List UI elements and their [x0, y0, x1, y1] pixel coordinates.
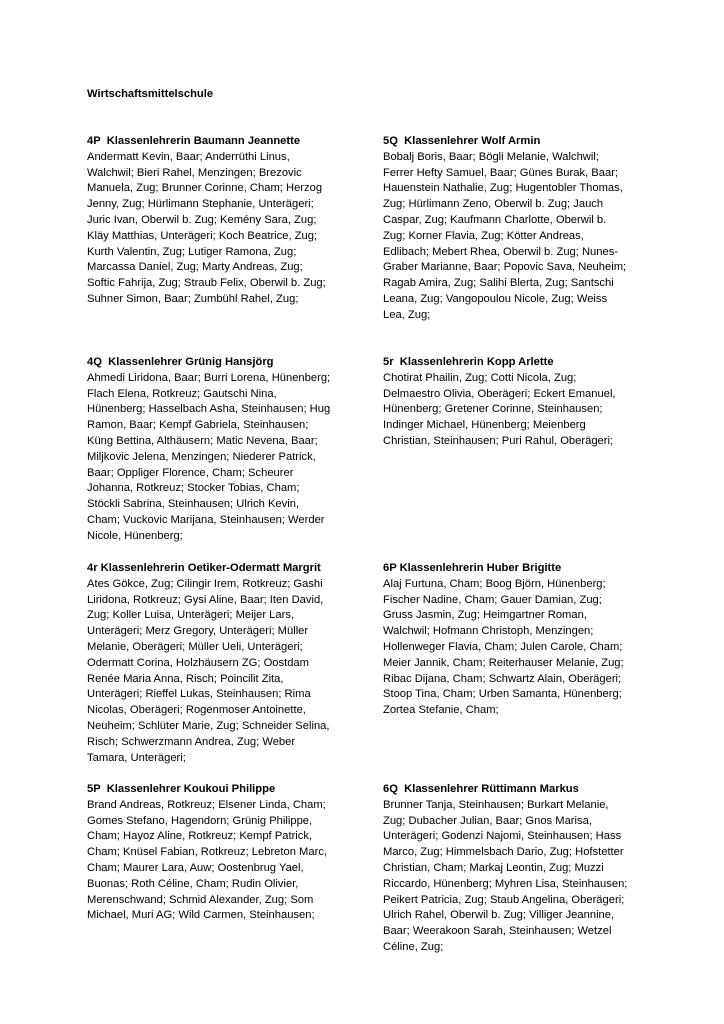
student-line: Liridona, Rotkreuz; Gysi Aline, Baar; Iten David,	[87, 593, 324, 606]
student-line: Merenschwand; Schmid Alexander, Zug; Som	[87, 893, 314, 906]
student-list	[383, 798, 641, 956]
student-line: Marco, Zug; Himmelsbach Dario, Zug; Hofstetter	[383, 846, 624, 859]
class-heading: 6P Klassenlehrerin Huber Brigitte	[383, 562, 562, 574]
student-line: Küng Bettina, Althäusern; Matic Nevena, Baar;	[87, 434, 318, 447]
student-line: Kläy Matthias, Unterägeri; Koch Beatrice, Zug;	[87, 229, 318, 242]
student-line: Neuheim; Schlüter Marie, Zug; Schneider Selina,	[87, 719, 330, 732]
student-line: Zug; Dubacher Julian, Baar; Gnos Marisa,	[383, 814, 592, 827]
student-line: Ferrer Hefty Samuel, Baar; Günes Burak, Baar;	[383, 166, 619, 179]
student-line: Caspar, Zug; Kaufmann Charlotte, Oberwil b.	[383, 213, 607, 226]
class-block-5r	[383, 355, 641, 450]
student-list	[87, 798, 345, 924]
student-list	[383, 150, 641, 324]
student-line: Risch; Schwerzmann Andrea, Zug; Weber	[87, 735, 296, 748]
student-line: Kurth Valentin, Zug; Lutiger Ramona, Zug;	[87, 245, 297, 258]
class-block-4q	[87, 355, 345, 545]
student-line: Walchwil; Bieri Rahel, Menzingen; Brezovic	[87, 166, 302, 179]
student-line: Baar; Weerakoon Sarah, Steinhausen; Wetzel	[383, 925, 612, 938]
class-block-6p	[383, 561, 641, 719]
class-heading: 4P Klassenlehrerin Baumann Jeannette	[87, 135, 301, 147]
student-line: Fischer Nadine, Cham; Gauer Damian, Zug;	[383, 593, 602, 606]
class-block-5q	[383, 134, 641, 324]
class-block-6q	[383, 782, 641, 956]
student-list	[383, 371, 641, 450]
student-line: Chotirat Phailin, Zug; Cotti Nicola, Zug;	[383, 371, 577, 384]
student-line: Bobalj Boris, Baar; Bögli Melanie, Walchwil;	[383, 150, 599, 163]
class-block-5p	[87, 782, 345, 924]
student-list	[383, 577, 641, 719]
student-line: Leana, Zug; Vangopoulou Nicole, Zug; Weiss	[383, 292, 608, 305]
student-line: Peikert Patricia, Zug; Staub Angelina, Oberägeri;	[383, 893, 625, 906]
class-block-4p	[87, 134, 345, 308]
student-line: Suhner Simon, Baar; Zumbühl Rahel, Zug;	[87, 292, 299, 305]
student-line: Brunner Tanja, Steinhausen; Burkart Melanie,	[383, 798, 609, 811]
page-title: Wirtschaftsmittelschule	[87, 88, 214, 100]
student-line: Christian, Steinhausen; Puri Rahul, Oberägeri;	[383, 434, 614, 447]
student-line: Zug; Koller Luisa, Unterägeri; Meijer Lars,	[87, 609, 295, 622]
student-line: Ates Gökce, Zug; Cilingir Irem, Rotkreuz; Gashi	[87, 577, 323, 590]
class-heading: 5r Klassenlehrerin Kopp Arlette	[383, 356, 554, 368]
student-line: Ahmedi Liridona, Baar; Burri Lorena, Hünenberg;	[87, 371, 331, 384]
student-line: Gomes Stefano, Hagendorn; Grünig Philippe,	[87, 814, 313, 827]
student-line: Renée Maria Anna, Risch; Poincilit Zita,	[87, 672, 284, 685]
student-line: Indinger Michael, Hünenberg; Meienberg	[383, 419, 586, 432]
student-line: Tamara, Unterägeri;	[87, 751, 186, 764]
student-line: Flach Elena, Rotkreuz; Gautschi Nina,	[87, 387, 277, 400]
class-heading: 4r Klassenlehrerin Oetiker-Odermatt Margrit	[87, 562, 321, 574]
student-line: Christian, Cham; Markaj Leontin, Zug; Muzzi	[383, 861, 604, 874]
student-line: Stoop Tina, Cham; Urben Samanta, Hünenberg;	[383, 688, 622, 701]
student-line: Ragab Amira, Zug; Salihi Blerta, Zug; Santschi	[383, 277, 614, 290]
student-line: Ulrich Rahel, Oberwil b. Zug; Villiger Jeannine,	[383, 909, 615, 922]
student-line: Riccardo, Hünenberg; Myhren Lisa, Steinhausen;	[383, 877, 628, 890]
student-line: Graber Marianne, Baar; Popovic Sava, Neuheim;	[383, 261, 627, 274]
student-line: Zug; Hürlimann Zeno, Oberwil b. Zug; Jauch	[383, 198, 604, 211]
class-heading: 5P Klassenlehrer Koukoui Philippe	[87, 783, 276, 795]
student-line: Céline, Zug;	[383, 940, 444, 953]
student-line: Odermatt Corina, Holzhäusern ZG; Oostdam	[87, 656, 309, 669]
class-heading: 6Q Klassenlehrer Rüttimann Markus	[383, 783, 579, 795]
student-list	[87, 150, 345, 308]
student-line: Softic Fahrija, Zug; Straub Felix, Oberwil b. Zug;	[87, 277, 326, 290]
student-line: Nicole, Hünenberg;	[87, 529, 183, 542]
student-line: Johanna, Rotkreuz; Stocker Tobias, Cham;	[87, 482, 300, 495]
student-line: Hollenweger Flavia, Cham; Julen Carole, Cham;	[383, 640, 623, 653]
student-line: Alaj Furtuna, Cham; Boog Björn, Hünenberg;	[383, 577, 606, 590]
student-line: Stöckli Sabrina, Steinhausen; Ulrich Kevin,	[87, 498, 300, 511]
student-line: Edlibach; Mebert Rhea, Oberwil b. Zug; Nunes-	[383, 245, 619, 258]
student-line: Baar; Oppliger Florence, Cham; Scheurer	[87, 466, 294, 479]
student-line: Ribac Dijana, Cham; Schwartz Alain, Oberägeri;	[383, 672, 622, 685]
student-line: Zortea Stefanie, Cham;	[383, 704, 499, 717]
student-line: Ramon, Baar; Kempf Gabriela, Steinhausen;	[87, 419, 309, 432]
student-line: Miljkovic Jelena, Menzingen; Niederer Patrick,	[87, 450, 316, 463]
student-line: Lea, Zug;	[383, 308, 431, 321]
student-line: Hünenberg; Gretener Corinne, Steinhausen;	[383, 403, 603, 416]
student-line: Nicolas, Oberägeri; Rogenmoser Antoinette,	[87, 704, 306, 717]
student-list	[87, 371, 345, 545]
student-line: Melanie, Oberägeri; Müller Ueli, Unterägeri;	[87, 640, 303, 653]
student-line: Cham; Maurer Lara, Auw; Oostenbrug Yael,	[87, 861, 304, 874]
class-heading: 4Q Klassenlehrer Grünig Hansjörg	[87, 356, 274, 368]
student-list	[87, 577, 345, 767]
student-line: Zug; Korner Flavia, Zug; Kötter Andreas,	[383, 229, 584, 242]
student-line: Buonas; Roth Céline, Cham; Rudin Olivier,	[87, 877, 299, 890]
student-line: Unterägeri; Merz Gregory, Unterägeri; Müller	[87, 625, 309, 638]
student-line: Cham; Knüsel Fabian, Rotkreuz; Lebreton Marc,	[87, 846, 328, 859]
student-line: Andermatt Kevin, Baar; Anderrüthi Linus,	[87, 150, 290, 163]
student-line: Manuela, Zug; Brunner Corinne, Cham; Herzog	[87, 182, 323, 195]
student-line: Hauenstein Nathalie, Zug; Hugentobler Thomas,	[383, 182, 623, 195]
student-line: Michael, Muri AG; Wild Carmen, Steinhausen;	[87, 909, 315, 922]
class-heading: 5Q Klassenlehrer Wolf Armin	[383, 135, 541, 147]
student-line: Marcassa Daniel, Zug; Marty Andreas, Zug;	[87, 261, 303, 274]
student-line: Unterägeri; Godenzi Najomi, Steinhausen; Hass	[383, 830, 622, 843]
student-line: Cham; Hayoz Aline, Rotkreuz; Kempf Patrick,	[87, 830, 313, 843]
class-block-4r	[87, 561, 345, 766]
student-line: Unterägeri; Rieffel Lukas, Steinhausen; Rima	[87, 688, 311, 701]
student-line: Juric Ivan, Oberwil b. Zug; Kemény Sara, Zug;	[87, 213, 317, 226]
student-line: Cham; Vuckovic Marijana, Steinhausen; Werder	[87, 513, 325, 526]
student-line: Gruss Jasmin, Zug; Heimgartner Roman,	[383, 609, 587, 622]
student-line: Delmaestro Olivia, Oberägeri; Eckert Emanuel,	[383, 387, 616, 400]
student-line: Hünenberg; Hasselbach Asha, Steinhausen; Hug	[87, 403, 331, 416]
student-line: Walchwil; Hofmann Christoph, Menzingen;	[383, 625, 594, 638]
student-line: Jenny, Zug; Hürlimann Stephanie, Unterägeri;	[87, 198, 314, 211]
student-line: Meier Jannik, Cham; Reiterhauser Melanie, Zug;	[383, 656, 624, 669]
student-line: Brand Andreas, Rotkreuz; Elsener Linda, Cham;	[87, 798, 326, 811]
